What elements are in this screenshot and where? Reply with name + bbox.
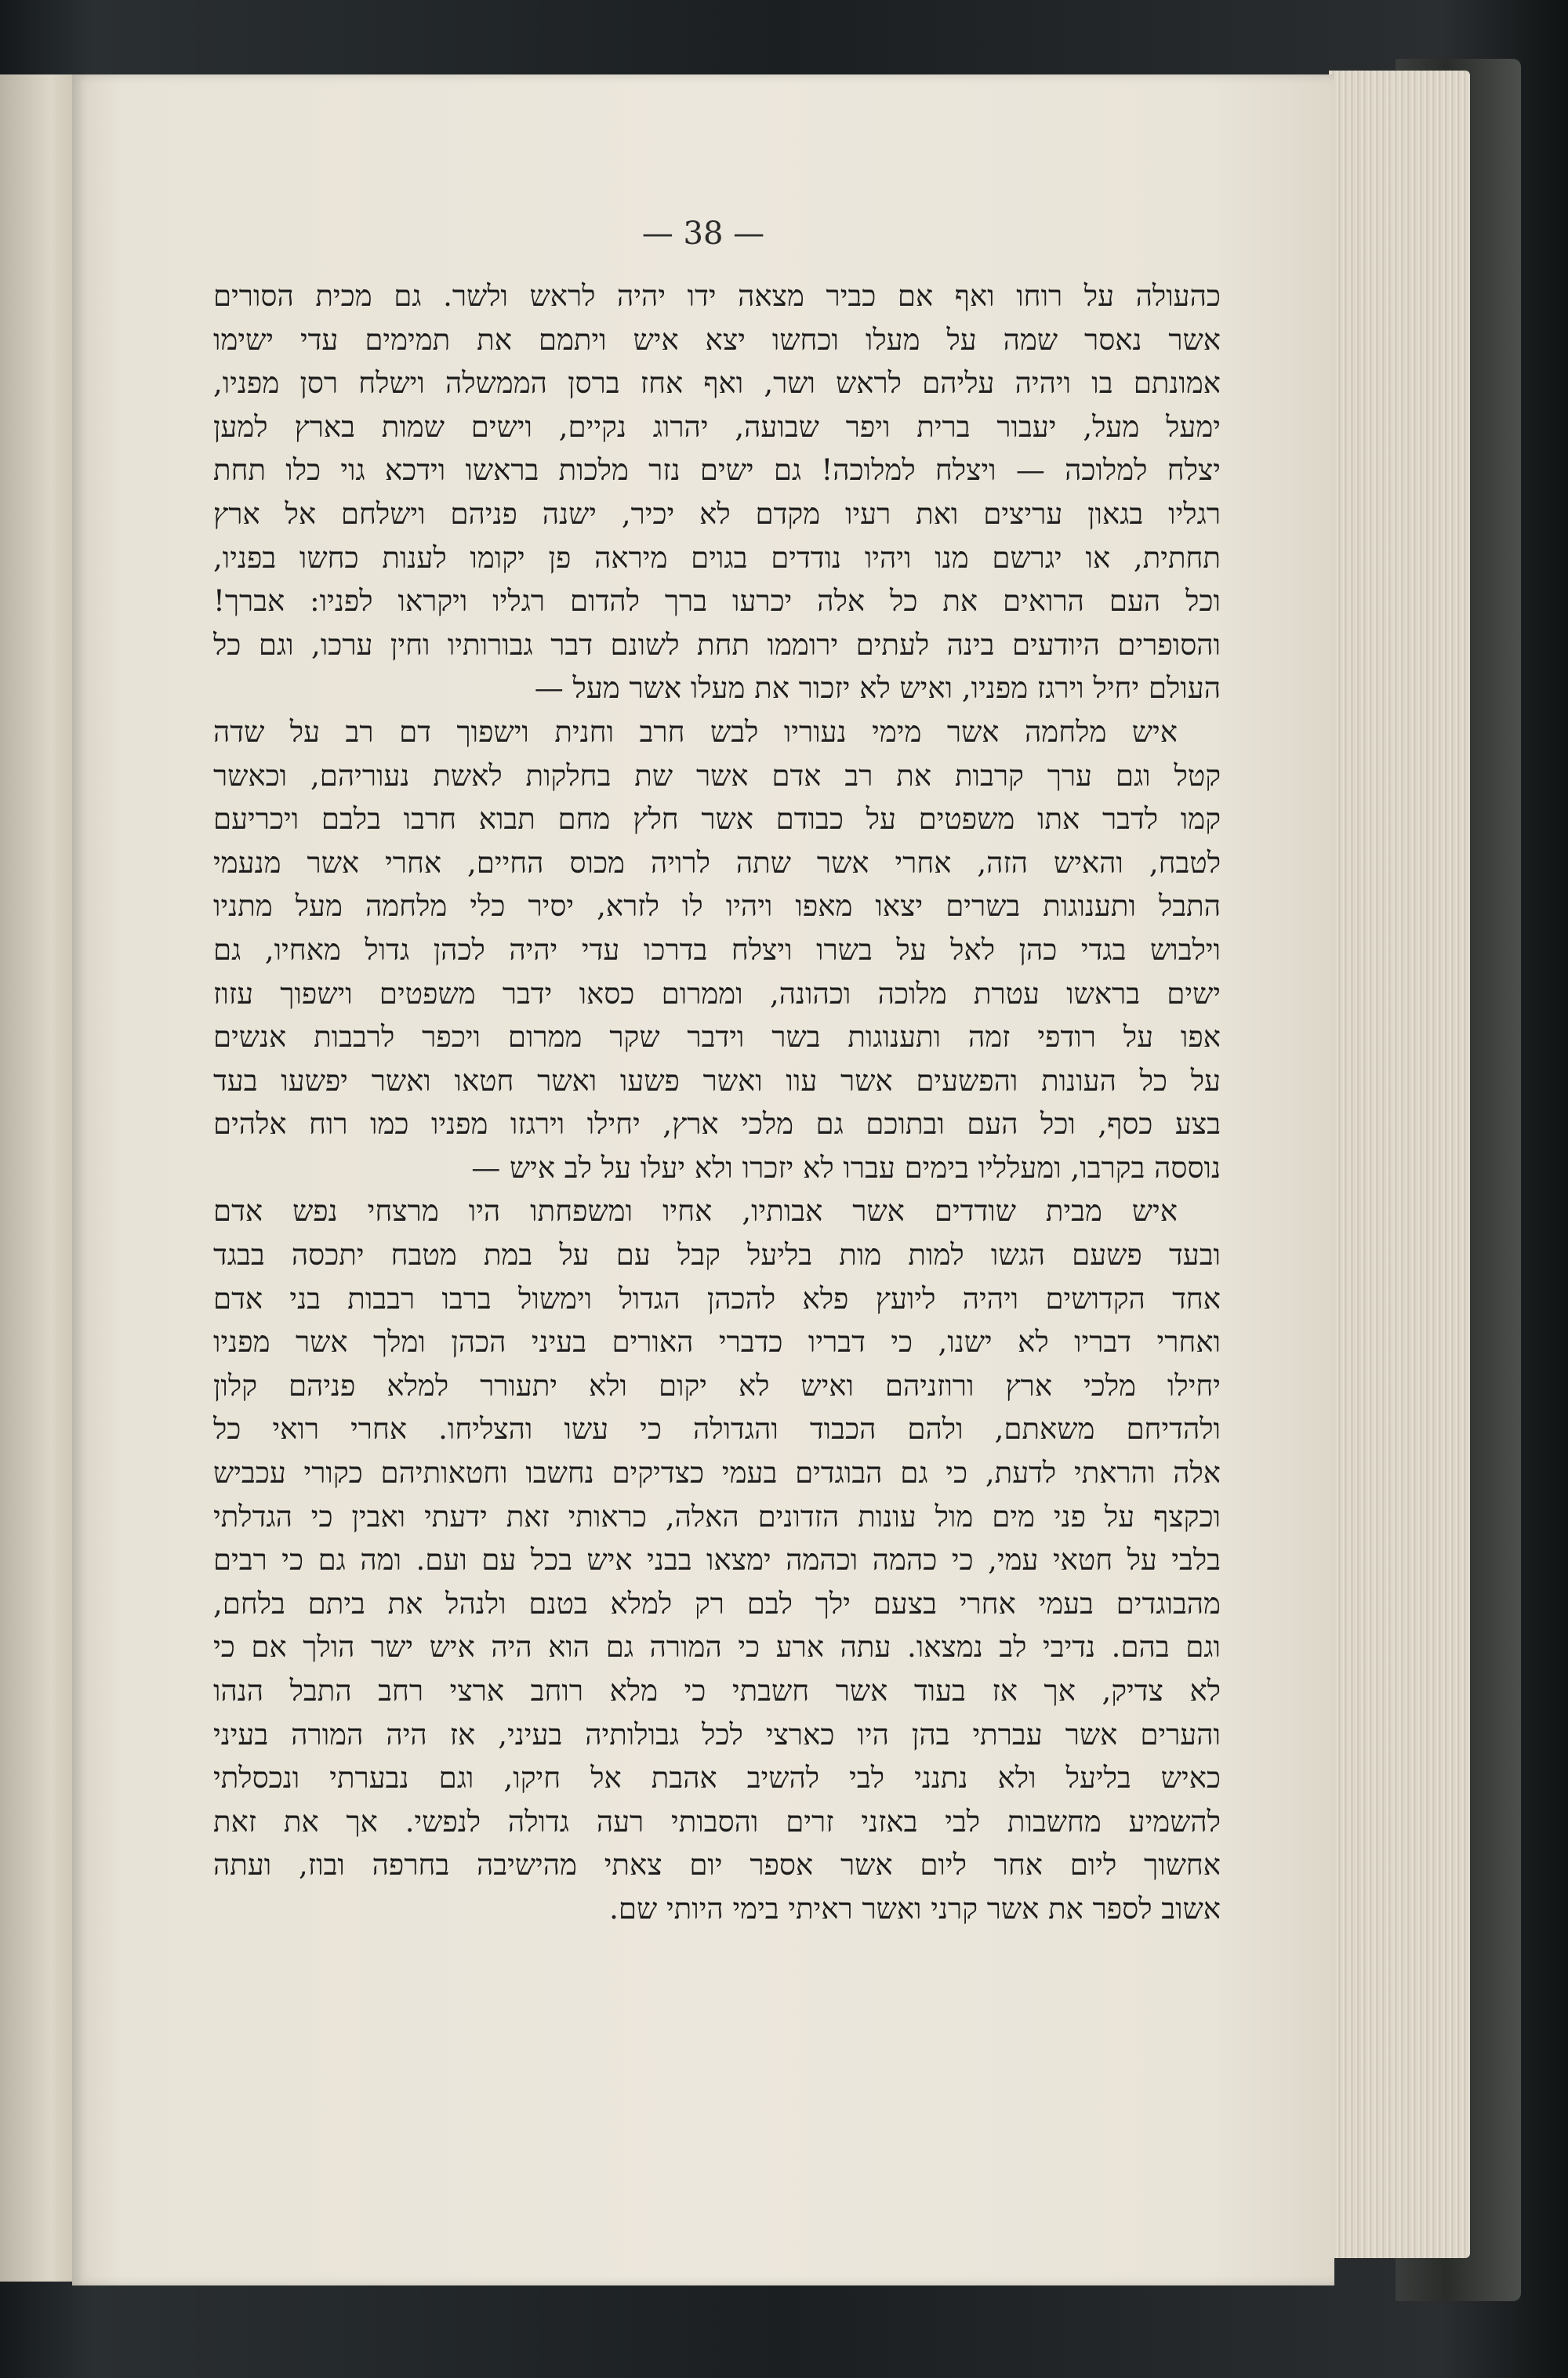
- text-line: ישים בראשו עטרת מלוכה וכהונה, וממרום כסאו ידבר משפטים וישפוך עזוז: [213, 976, 1221, 1011]
- text-line: אלה והראתי לדעת, כי גם הבוגדים בעמי כצדיקים נחשבו וחטאותיהם כקורי עכביש: [213, 1456, 1221, 1490]
- text-line: אמונתם בו ויהיה עליהם לראש ושר, ואף אחז ברסן הממשלה וישלח רסן מפניו,: [213, 366, 1221, 401]
- text-line: ואחרי דבריו לא ישנו, כי דבריו כדברי האורים בעיני הכהן ומלך אשר מפניו: [213, 1325, 1221, 1360]
- text-line: התבל ותענוגות בשרים יצאו מאפו ויהיו לו לזרא, יסיר כלי מלחמה מעל מתניו: [213, 889, 1221, 924]
- left-page-edge: [0, 74, 74, 2282]
- body-text: [213, 274, 1221, 1931]
- text-line: יחילו מלכי ארץ ורוזניהם ואיש לא יקום ולא יתעורר למלא פניהם קלון: [213, 1368, 1221, 1403]
- text-line: אשוב לספר את אשר קרני ואשר ראיתי בימי היותי שם.: [609, 1891, 1221, 1926]
- text-line: איש מבית שודדים אשר אבותיו, אחיו ומשפחתו היו מרצחי נפש אדם: [213, 1194, 1178, 1229]
- text-line: תחתית, או יגרשם מנו ויהיו נודדים בגוים מיראה פן יקומו לענות כחשו בפניו,: [213, 540, 1221, 575]
- book-page: [72, 74, 1334, 2285]
- page-stack-edge: [1329, 71, 1470, 2258]
- text-line: רגליו בגאון עריצים ואת רעיו מקדם לא יכיר, ישנה פניהם וישלחם אל ארץ: [213, 496, 1221, 531]
- text-line: על כל העונות והפשעים אשר עוו ואשר פשעו ואשר חטאו ואשר יפשעו בעד: [213, 1063, 1221, 1098]
- text-line: אשר נאסר שמה על מעלו וכחשו יצא איש ויתמם את תמימים עדי ישימו: [213, 322, 1221, 357]
- text-line: בצע כסף, וכל העם ובתוכם גם מלכי ארץ, יחילו וירגזו מפניו כמו רוח אלהים: [213, 1107, 1221, 1142]
- text-line: ולהדיחם משאתם, ולהם הכבוד והגדולה כי עשו והצליחו. אחרי רואי כל: [213, 1412, 1221, 1447]
- text-line: בלבי על חטאי עמי, כי כהמה וכהמה ימצאו בבני איש בכל עם ועם. ומה גם כי רבים: [213, 1543, 1221, 1577]
- text-line: והערים אשר עברתי בהן היו כארצי לכל גבולותיה בעיני, אז היה המורה בעיני: [213, 1717, 1221, 1752]
- text-line: כאיש בליעל ולא נתנני לבי להשיב אהבת אל חיקו, וגם נבערתי ונכסלתי: [213, 1761, 1221, 1795]
- text-line: אחד הקדושים ויהיה ליועץ פלא להכהן הגדול וימשול ברבו רבבות בני אדם: [213, 1281, 1221, 1316]
- text-line: וגם בהם. נדיבי לב נמצאו. עתה ארע כי המורה גם הוא היה איש ישר הולך אם כי: [213, 1630, 1221, 1665]
- text-line: ימעל מעל, יעבור ברית ויפר שבועה, יהרוג נקיים, וישים שמות בארץ למען: [213, 409, 1221, 444]
- text-line: קטל וגם ערך קרבות את רב אדם אשר שת בחלקות לאשת נעוריהם, וכאשר: [213, 758, 1221, 793]
- text-line: והסופרים היודעים בינה לעתים ירוממו תחת לשונם דבר גבורותיו וחין ערכו, וגם כל: [213, 627, 1221, 662]
- text-line: וכל העם הרואים את כל אלה יכרעו ברך להדום רגליו ויקראו לפניו: אברך!: [213, 584, 1221, 619]
- text-line: כהעולה על רוחו ואף אם כביר מצאה ידו יהיה לראש ולשר. גם מכית הסורים: [213, 279, 1221, 313]
- text-line: לא צדיק, אך אז בעוד אשר חשבתי כי מלא רוחב ארצי רחב התבל הנהו: [213, 1674, 1221, 1708]
- text-line: אפו על רודפי זמה ותענוגות בשר וידבר שקר ממרום ויכפר לרבבות אנשים: [213, 1020, 1221, 1055]
- text-line: מהבוגדים בעמי אחרי בצעם ילך לבם רק למלא בטנם ולנהל את ביתם בלחם,: [213, 1586, 1221, 1621]
- text-line: לטבח, והאיש הזה, אחרי אשר שתה לרויה מכוס החיים, אחרי אשר מנעמי: [213, 845, 1221, 880]
- text-line: קמו לדבר אתו משפטים על כבודם אשר חלץ מחם תבוא חרבו בלבם ויכריעם: [213, 802, 1221, 837]
- text-line: וכקצף על פני מים מול עונות הזדונים האלה, כראותי זאת ידעתי ואבין כי הגדלתי: [213, 1499, 1221, 1534]
- text-line: יצלח למלוכה — ויצלח למלוכה! גם ישים נזר מלכות בראשו וידכא גוי כלו תחת: [213, 453, 1221, 488]
- page-number: — 38 —: [641, 216, 765, 252]
- text-line: אחשוך ליום אחר ליום אשר אספר יום צאתי מהישיבה בחרפה ובוז, ועתה: [213, 1848, 1221, 1882]
- text-line: נוססה בקרבו, ומעלליו בימים עברו לא יזכרו ולא יעלו על לב איש —: [471, 1150, 1221, 1185]
- text-line: איש מלחמה אשר מימי נעוריו לבש חרב וחנית וישפוך דם רב על שדה: [213, 714, 1178, 749]
- text-line: ובעד פשעם הגשו למות מות בליעל קבל עם על במת מטבח יתכסה בבגד: [213, 1238, 1221, 1273]
- text-line: וילבוש בגדי כהן לאל על בשרו ויצלח בדרכו עדי יהיה לכהן גדול מאחיו, גם: [213, 932, 1221, 967]
- text-line: להשמיע מחשבות לבי באזני זרים והסבותי רעה גדולה לנפשי. אך את זאת: [213, 1804, 1221, 1839]
- text-line: העולם יחיל וירגז מפניו, ואיש לא יזכור את מעלו אשר מעל —: [534, 671, 1221, 706]
